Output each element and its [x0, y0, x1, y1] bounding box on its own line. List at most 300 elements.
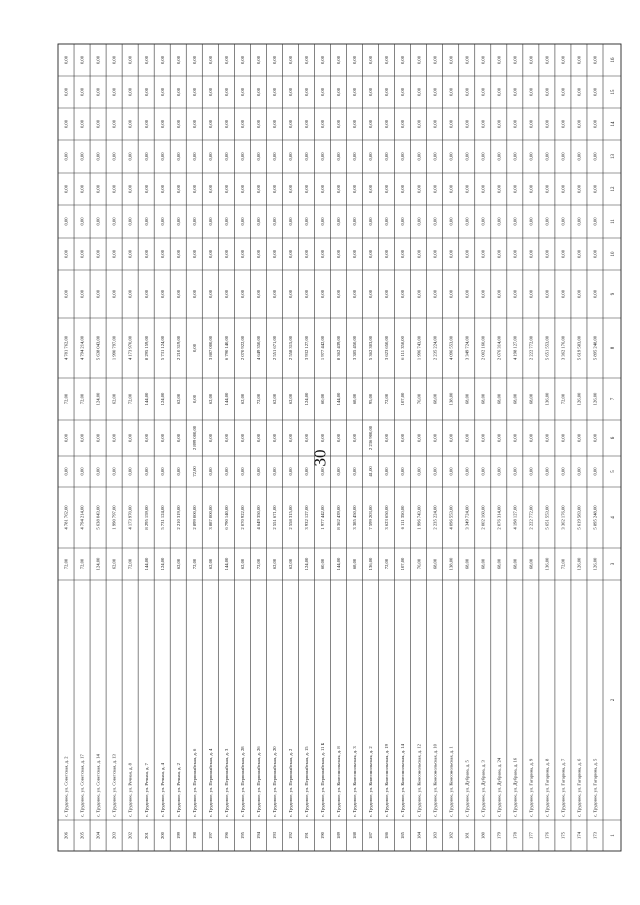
table-cell: 0,00 — [304, 289, 310, 299]
table-cell: 0,00 — [63, 217, 69, 226]
table-cell: 0,00 — [304, 467, 310, 476]
address-cell: с. Трудовое, ул. Первомайская, д. 20 — [271, 746, 277, 817]
table-cell: 0,00 — [416, 87, 422, 97]
address-cell: с. Трудовое, ул. Первомайская, д. 4 — [207, 748, 213, 817]
table-cell: 0,00 — [480, 217, 486, 226]
table-cell: 0,00 — [544, 55, 550, 65]
table-cell: 126,00 — [592, 392, 598, 406]
table-cell: 0,00 — [191, 55, 197, 65]
table-cell: 72,00 — [255, 393, 261, 405]
table-cell: 0,00 — [320, 249, 326, 259]
table-cell: 0,00 — [576, 467, 582, 476]
table-cell: 0,00 — [320, 184, 326, 194]
table-cell: 0,00 — [304, 249, 310, 259]
table-cell: 107,00 — [400, 392, 406, 406]
table-cell: 0,00 — [111, 433, 117, 443]
table-cell: 0,00 — [464, 289, 470, 299]
table-cell: 41,00 — [368, 466, 374, 477]
table-cell: 0,00 — [288, 87, 294, 97]
table-cell: 0,00 — [592, 217, 598, 226]
table-cell: 72,00 — [63, 558, 69, 570]
table-cell: 0,00 — [79, 87, 85, 97]
table-cell: 107,00 — [400, 557, 406, 571]
table-cell: 3 385 450,00 — [352, 335, 358, 361]
table-cell: 0,00 — [432, 249, 438, 259]
table-cell: 174 — [576, 832, 582, 839]
address-cell: с. Трудовое, ул. Комсомольская, д. 2 — [368, 746, 374, 817]
table-cell: 5 651 553,00 — [544, 505, 550, 530]
column-header: 14 — [611, 121, 616, 127]
table-cell: 0,00 — [432, 433, 438, 443]
table-cell: 0,00 — [336, 55, 342, 65]
table-cell: 0,00 — [111, 87, 117, 97]
address-cell: с. Трудовое, ул. Дубрава, д. 24 — [496, 757, 502, 817]
table-cell: 3 623 650,00 — [384, 335, 390, 361]
table-cell: 0,00 — [352, 217, 358, 226]
table-cell: 194 — [255, 832, 261, 839]
table-cell: 0,00 — [127, 87, 133, 97]
table-cell: 0,00 — [191, 394, 197, 404]
table-cell: 62,00 — [207, 558, 213, 570]
table-cell: 0,00 — [239, 289, 245, 299]
table-cell: 0,00 — [159, 217, 165, 226]
table-cell: 0,00 — [320, 433, 326, 443]
table-cell: 0,00 — [336, 87, 342, 97]
table-cell: 0,00 — [432, 217, 438, 226]
table-cell: 0,00 — [111, 184, 117, 194]
table-cell: 0,00 — [576, 289, 582, 299]
table-cell: 0,00 — [175, 249, 181, 259]
table-cell: 0,00 — [480, 152, 486, 161]
table-cell: 0,00 — [143, 119, 149, 129]
table-cell: 0,00 — [207, 119, 213, 129]
table-cell: 5 895 248,00 — [592, 335, 598, 361]
table-cell: 0,00 — [480, 184, 486, 194]
table-cell: 68,00 — [480, 558, 486, 570]
table-cell: 0,00 — [448, 289, 454, 299]
table-cell: 0,00 — [79, 433, 85, 443]
address-cell: с. Трудовое, ул. Речная, д. 8 — [127, 763, 133, 817]
table-cell: 0,00 — [239, 87, 245, 97]
table-cell: 0,00 — [239, 152, 245, 161]
table-cell: 0,00 — [304, 184, 310, 194]
table-cell: 0,00 — [464, 184, 470, 194]
address-cell: с. Трудовое, ул. Гагарина, д. 8 — [544, 758, 550, 817]
table-cell: 0,00 — [207, 289, 213, 299]
table-cell: 0,00 — [271, 55, 277, 65]
column-header: 12 — [611, 186, 616, 192]
table-cell: 2 222 772,00 — [528, 335, 534, 361]
table-cell: 3 362 176,00 — [560, 335, 566, 361]
table-cell: 2 002 160,00 — [480, 335, 486, 361]
table-cell: 204 — [95, 832, 101, 839]
table-cell: 0,00 — [336, 289, 342, 299]
table-cell: 0,00 — [528, 217, 534, 226]
table-cell: 0,00 — [239, 55, 245, 65]
table-cell: 0,00 — [288, 217, 294, 226]
table-cell: 0,00 — [191, 152, 197, 161]
table-cell: 0,00 — [400, 152, 406, 161]
table-cell: 0,00 — [191, 289, 197, 299]
address-cell: с. Трудовое, ул. Гагарина, д. 7 — [560, 758, 566, 817]
table-cell: 205 — [79, 832, 85, 839]
table-cell: 5 638 043,00 — [95, 335, 101, 361]
table-cell: 4 781 762,00 — [63, 335, 69, 361]
table-cell: 136,00 — [368, 557, 374, 571]
table-cell: 68,00 — [352, 393, 358, 405]
table-cell: 4 096 553,00 — [448, 505, 454, 530]
table-cell: 0,00 — [143, 152, 149, 161]
table-cell: 4 173 970,00 — [127, 335, 133, 361]
table-cell: 0,00 — [400, 433, 406, 443]
table-cell: 0,00 — [352, 289, 358, 299]
table-cell: 3 349 724,00 — [464, 335, 470, 361]
table-cell: 0,00 — [271, 217, 277, 226]
table-cell: 0,00 — [592, 87, 598, 97]
table-cell: 193 — [271, 832, 277, 839]
table-cell: 0,00 — [239, 184, 245, 194]
table-cell: 62,00 — [175, 558, 181, 570]
table-cell: 0,00 — [544, 152, 550, 161]
table-cell: 0,00 — [416, 467, 422, 476]
table-cell: 0,00 — [352, 249, 358, 259]
table-cell: 0,00 — [127, 55, 133, 65]
table-cell: 0,00 — [512, 289, 518, 299]
table-cell: 144,00 — [336, 557, 342, 571]
table-cell: 0,00 — [592, 249, 598, 259]
table-cell: 0,00 — [512, 184, 518, 194]
table-cell: 0,00 — [95, 55, 101, 65]
table-cell: 0,00 — [127, 119, 133, 129]
table-cell: 0,00 — [207, 217, 213, 226]
table-cell: 0,00 — [592, 289, 598, 299]
table-cell: 0,00 — [95, 152, 101, 161]
table-cell: 0,00 — [528, 249, 534, 259]
table-cell: 2 551 671,00 — [271, 505, 277, 530]
table-cell: 0,00 — [480, 119, 486, 129]
table-cell: 72,00 — [560, 393, 566, 405]
table-cell: 0,00 — [288, 184, 294, 194]
table-cell: 4 198 127,00 — [512, 335, 518, 361]
address-cell: с. Трудовое, ул. Первомайская, д. 3 — [223, 748, 229, 817]
table-cell: 8 295 159,00 — [143, 505, 149, 530]
table-cell: 0,00 — [79, 217, 85, 226]
table-cell: 0,00 — [448, 433, 454, 443]
table-cell: 76,00 — [416, 558, 422, 570]
table-cell: 0,00 — [336, 184, 342, 194]
table-cell: 0,00 — [175, 184, 181, 194]
table-cell: 196 — [223, 832, 229, 839]
table-cell: 0,00 — [416, 217, 422, 226]
table-cell: 0,00 — [416, 249, 422, 259]
table-cell: 0,00 — [336, 119, 342, 129]
table-cell: 0,00 — [304, 217, 310, 226]
table-cell: 0,00 — [496, 467, 502, 476]
table-cell: 0,00 — [528, 119, 534, 129]
table-cell: 2 899 000,00 — [191, 425, 197, 451]
table-cell: 185 — [400, 832, 406, 839]
table-cell: 0,00 — [207, 152, 213, 161]
table-cell: 0,00 — [528, 289, 534, 299]
address-cell: с. Трудовое, ул. Первомайская, д. 11 Б — [320, 742, 326, 817]
table-cell: 8 362 439,00 — [336, 505, 342, 530]
table-cell: 72,00 — [127, 558, 133, 570]
table-cell: 176 — [544, 832, 550, 839]
table-cell: 0,00 — [496, 87, 502, 97]
table-cell: 68,00 — [464, 558, 470, 570]
table-cell: 68,00 — [432, 558, 438, 570]
address-cell: с. Трудовое, ул. Дубрава, д. 3 — [480, 760, 486, 817]
table-cell: 144,00 — [223, 557, 229, 571]
table-cell: 0,00 — [512, 119, 518, 129]
table-cell: 0,00 — [448, 55, 454, 65]
table-cell: 0,00 — [320, 217, 326, 226]
table-cell: 0,00 — [368, 55, 374, 65]
column-header: 11 — [611, 219, 616, 224]
table-cell: 68,00 — [512, 558, 518, 570]
table-cell: 0,00 — [207, 87, 213, 97]
column-header: 5 — [611, 470, 616, 473]
table-cell: 0,00 — [544, 467, 550, 476]
table-cell: 197 — [207, 832, 213, 839]
table-cell: 2 070 922,00 — [239, 335, 245, 361]
table-cell: 0,00 — [432, 87, 438, 97]
table-cell: 5 619 583,00 — [576, 335, 582, 361]
table-cell: 0,00 — [239, 433, 245, 443]
table-cell: 3 362 176,00 — [560, 505, 566, 530]
table-cell: 0,00 — [175, 433, 181, 443]
table-cell: 0,00 — [576, 217, 582, 226]
table-cell: 0,00 — [111, 119, 117, 129]
table-cell: 0,00 — [111, 217, 117, 226]
table-cell: 0,00 — [207, 433, 213, 443]
table-cell: 0,00 — [496, 55, 502, 65]
table-cell: 0,00 — [63, 119, 69, 129]
address-cell: с. Трудовое, ул. Гагарина, д. 9 — [528, 758, 534, 817]
address-cell: с. Трудовое, ул. Речная, д. 7 — [143, 763, 149, 817]
table-cell: 0,00 — [384, 467, 390, 476]
table-cell: 60,00 — [320, 393, 326, 405]
table-cell: 0,00 — [400, 87, 406, 97]
table-cell: 0,00 — [223, 184, 229, 194]
table-cell: 72,00 — [384, 393, 390, 405]
table-cell: 0,00 — [143, 217, 149, 226]
table-cell: 0,00 — [448, 152, 454, 161]
address-cell: с. Трудовое, ул. Дубрава, д. 5 — [464, 760, 470, 817]
table-cell: 1 990 797,00 — [111, 505, 117, 530]
table-cell: 0,00 — [576, 87, 582, 97]
table-cell: 0,00 — [528, 467, 534, 476]
table-cell: 0,00 — [207, 467, 213, 476]
table-cell: 0,00 — [304, 152, 310, 161]
table-cell: 62,00 — [111, 558, 117, 570]
table-cell: 0,00 — [127, 184, 133, 194]
table-cell: 0,00 — [223, 249, 229, 259]
table-cell: 72,00 — [79, 393, 85, 405]
column-header: 2 — [611, 698, 616, 702]
table-cell: 184 — [416, 832, 422, 839]
table-cell: 136,00 — [544, 557, 550, 571]
table-cell: 0,00 — [175, 152, 181, 161]
table-cell: 0,00 — [496, 433, 502, 443]
table-cell: 0,00 — [127, 433, 133, 443]
table-cell: 199 — [175, 832, 181, 839]
table-cell: 0,00 — [159, 467, 165, 476]
table-cell: 0,00 — [175, 217, 181, 226]
table-cell: 0,00 — [480, 289, 486, 299]
table-cell: 3 887 000,00 — [207, 505, 213, 530]
table-cell: 0,00 — [239, 217, 245, 226]
table-cell: 0,00 — [368, 217, 374, 226]
table-cell: 0,00 — [223, 152, 229, 161]
table-cell: 198 — [191, 832, 197, 839]
table-cell: 0,00 — [320, 119, 326, 129]
table-cell: 2 899 000,00 — [191, 505, 197, 530]
table-cell: 62,00 — [207, 393, 213, 405]
table-cell: 0,00 — [223, 217, 229, 226]
table-cell: 187 — [368, 832, 374, 839]
table-cell: 0,00 — [191, 87, 197, 97]
table-cell: 0,00 — [191, 184, 197, 194]
table-cell: 0,00 — [560, 87, 566, 97]
table-cell: 62,00 — [288, 393, 294, 405]
table-cell: 0,00 — [271, 433, 277, 443]
table-cell: 72,00 — [63, 393, 69, 405]
column-header: 15 — [611, 89, 616, 95]
table-cell: 0,00 — [223, 87, 229, 97]
table-cell: 181 — [464, 832, 470, 839]
table-cell: 0,00 — [320, 289, 326, 299]
table-cell: 0,00 — [512, 433, 518, 443]
address-cell: с. Трудовое, ул. Гагарина, д. 6 — [576, 758, 582, 817]
table-cell: 4 096 553,00 — [448, 335, 454, 361]
table-cell: 0,00 — [448, 467, 454, 476]
table-cell: 0,00 — [432, 184, 438, 194]
table-cell: 0,00 — [223, 289, 229, 299]
table-cell: 5 731 124,00 — [159, 335, 165, 361]
table-cell: 2 070 922,00 — [239, 505, 245, 530]
table-cell: 3 932 127,00 — [304, 335, 310, 361]
table-cell: 0,00 — [448, 184, 454, 194]
table-cell: 0,00 — [336, 217, 342, 226]
table-cell: 203 — [111, 832, 117, 839]
table-cell: 0,00 — [336, 433, 342, 443]
table-cell: 0,00 — [384, 249, 390, 259]
table-cell: 0,00 — [111, 152, 117, 161]
table-cell: 4 649 350,00 — [255, 505, 261, 530]
table-cell: 6 790 140,00 — [223, 335, 229, 361]
table-cell: 0,00 — [544, 87, 550, 97]
table-cell: 182 — [448, 832, 454, 839]
table-cell: 0,00 — [480, 55, 486, 65]
table-cell: 0,00 — [63, 55, 69, 65]
table-cell: 0,00 — [63, 249, 69, 259]
table-cell: 0,00 — [416, 433, 422, 443]
column-header: 6 — [611, 436, 616, 440]
table-cell: 192 — [288, 832, 294, 839]
table-frame — [58, 44, 621, 851]
table-cell: 0,00 — [336, 152, 342, 161]
table-cell: 5 895 248,00 — [592, 505, 598, 530]
table-cell: 68,00 — [496, 393, 502, 405]
table-cell: 0,00 — [352, 119, 358, 129]
table-cell: 0,00 — [255, 217, 261, 226]
table-cell: 68,00 — [512, 393, 518, 405]
table-cell: 0,00 — [159, 87, 165, 97]
table-cell: 72,00 — [191, 558, 197, 570]
table-cell: 202 — [127, 832, 133, 839]
table-cell: 0,00 — [464, 119, 470, 129]
table-cell: 0,00 — [352, 184, 358, 194]
table-cell: 0,00 — [432, 467, 438, 476]
table-cell: 0,00 — [320, 152, 326, 161]
table-cell: 0,00 — [512, 152, 518, 161]
column-header: 16 — [611, 57, 616, 63]
column-header: 8 — [611, 346, 616, 350]
table-cell: 0,00 — [223, 119, 229, 129]
table-cell: 72,00 — [384, 558, 390, 570]
table-cell: 0,00 — [95, 119, 101, 129]
table-cell: 0,00 — [480, 433, 486, 443]
table-cell: 0,00 — [544, 119, 550, 129]
address-cell: с. Трудовое, ул. Комсомольская, д. 3 — [352, 746, 358, 817]
table-cell: 0,00 — [512, 249, 518, 259]
table-cell: 138,00 — [448, 557, 454, 571]
table-cell: 0,00 — [544, 184, 550, 194]
table-cell: 5 638 043,00 — [95, 505, 101, 530]
table-cell: 0,00 — [576, 433, 582, 443]
table-cell: 0,00 — [560, 289, 566, 299]
table-cell: 2 558 315,00 — [288, 335, 294, 361]
table-cell: 0,00 — [560, 152, 566, 161]
table-cell: 126,00 — [576, 557, 582, 571]
column-header: 4 — [611, 516, 616, 519]
table-cell: 8 295 159,00 — [143, 335, 149, 361]
table-cell: 0,00 — [127, 289, 133, 299]
table-cell: 0,00 — [320, 87, 326, 97]
table-cell: 0,00 — [271, 87, 277, 97]
table-cell: 0,00 — [368, 184, 374, 194]
table-cell: 0,00 — [223, 55, 229, 65]
table-cell: 0,00 — [400, 119, 406, 129]
table-cell: 0,00 — [544, 433, 550, 443]
address-cell: с. Трудовое, ул. Речная, д. 4 — [159, 763, 165, 817]
table-cell: 1 977 442,00 — [320, 505, 326, 530]
table-cell: 0,00 — [528, 433, 534, 443]
table-cell: 4 781 762,00 — [63, 505, 69, 530]
address-cell: с. Трудовое, ул. Советская, д. 13 — [111, 754, 117, 817]
address-cell: с. Трудовое, ул. Первомайская, д. 2 — [288, 748, 294, 817]
table-cell: 0,00 — [127, 249, 133, 259]
table-cell: 0,00 — [352, 87, 358, 97]
table-cell: 0,00 — [143, 87, 149, 97]
table-cell: 62,00 — [175, 393, 181, 405]
table-cell: 0,00 — [95, 467, 101, 476]
table-cell: 0,00 — [239, 249, 245, 259]
table-cell: 95,00 — [368, 393, 374, 405]
table-cell: 138,00 — [448, 392, 454, 406]
table-cell: 0,00 — [95, 433, 101, 443]
table-cell: 0,00 — [592, 467, 598, 476]
table-cell: 0,00 — [111, 55, 117, 65]
table-cell: 0,00 — [255, 433, 261, 443]
table-cell: 0,00 — [175, 119, 181, 129]
table-cell: 0,00 — [191, 217, 197, 226]
table-cell: 0,00 — [576, 249, 582, 259]
table-cell: 0,00 — [288, 55, 294, 65]
table-cell: 0,00 — [159, 249, 165, 259]
table-cell: 2 558 315,00 — [288, 505, 294, 530]
